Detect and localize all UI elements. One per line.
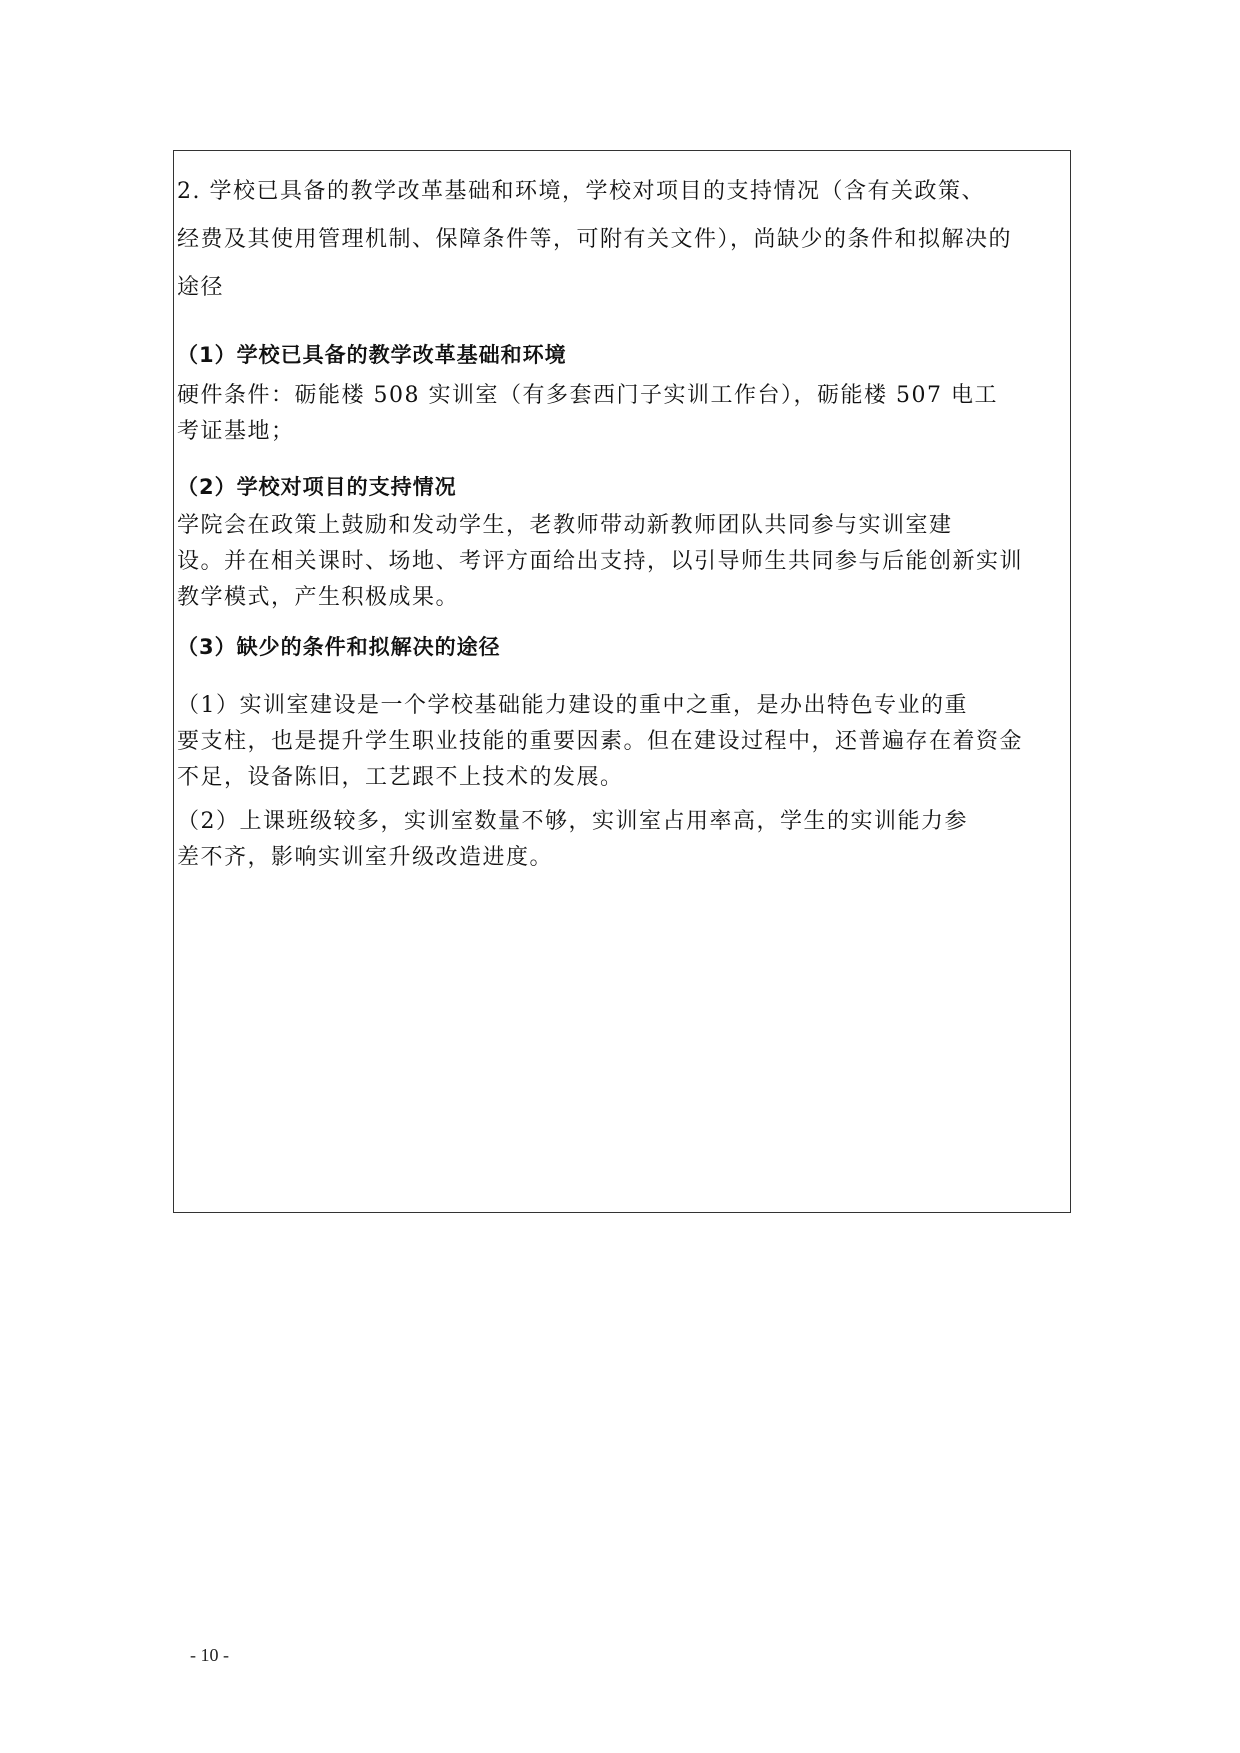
intro-line: 2. 学校已具备的教学改革基础和环境，学校对项目的支持情况（含有关政策、 (177, 179, 985, 204)
text-line: 学院会在政策上鼓励和发动学生，老教师带动新教师团队共同参与实训室建 (177, 513, 953, 538)
text-line: 要支柱，也是提升学生职业技能的重要因素。但在建设过程中，还普遍存在着资金 (177, 729, 1024, 754)
form-section-box (173, 150, 1071, 1213)
text-line: （1）实训室建设是一个学校基础能力建设的重中之重，是办出特色专业的重 (177, 693, 968, 718)
heading-missing-conditions: （3）缺少的条件和拟解决的途径 (177, 635, 501, 659)
paragraph-hardware (177, 385, 1067, 457)
intro-line: 经费及其使用管理机制、保障条件等，可附有关文件），尚缺少的条件和拟解决的 (177, 227, 1013, 252)
page-number: - 10 - (190, 1645, 229, 1665)
heading-school-support: （2）学校对项目的支持情况 (177, 475, 457, 499)
paragraph-missing-2 (177, 811, 1067, 883)
text-line: 硬件条件：砺能楼 508 实训室（有多套西门子实训工作台），砺能楼 507 电工 (177, 383, 998, 408)
text-line: 考证基地； (177, 419, 295, 444)
intro-line: 途径 (177, 275, 225, 300)
heading-existing-foundation: （1）学校已具备的教学改革基础和环境 (177, 343, 567, 367)
text-line: 教学模式，产生积极成果。 (177, 585, 460, 610)
paragraph-support (177, 515, 1067, 623)
text-line: 差不齐，影响实训室升级改造进度。 (177, 845, 554, 870)
text-line: （2）上课班级较多，实训室数量不够，实训室占用率高，学生的实训能力参 (177, 809, 968, 834)
text-line: 不足，设备陈旧，工艺跟不上技术的发展。 (177, 765, 624, 790)
section-intro (177, 181, 1067, 325)
text-line: 设。并在相关课时、场地、考评方面给出支持，以引导师生共同参与后能创新实训 (177, 549, 1024, 574)
paragraph-missing-1 (177, 695, 1067, 803)
